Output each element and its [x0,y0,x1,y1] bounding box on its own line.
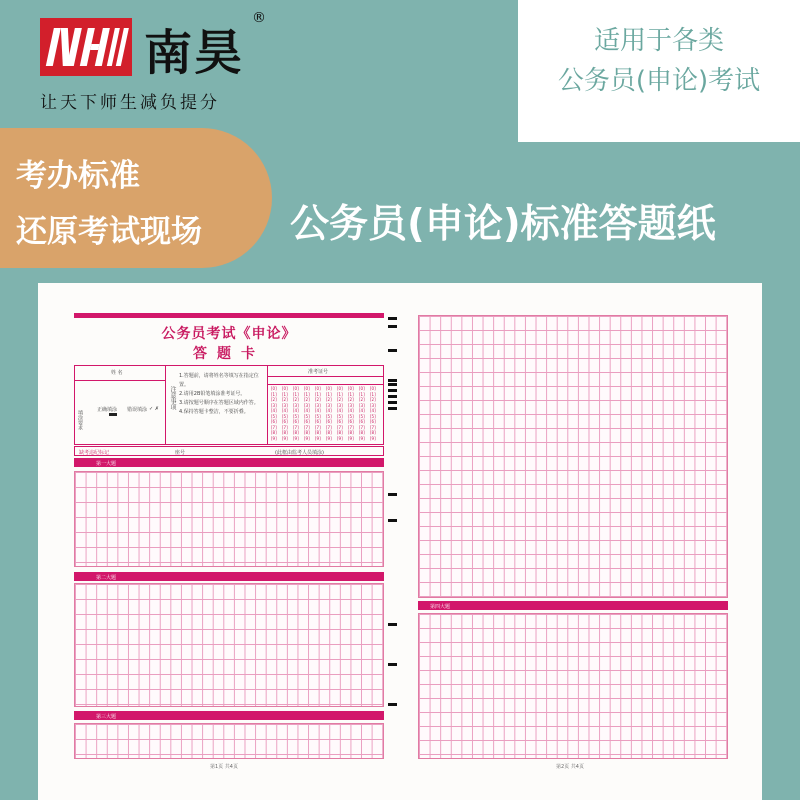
exam-id-bubble[interactable]: [6] [348,419,354,424]
sheet-title: 公务员考试《申论》 [161,326,297,342]
exam-id-bubble[interactable]: [1] [282,391,288,397]
section-3-label: 第三大题 [96,714,117,720]
section-3-bar [74,711,384,720]
timing-mark [388,703,397,706]
exam-id-bubble[interactable]: [1] [271,391,277,397]
exam-id-bubble[interactable]: [6] [271,419,277,424]
timing-mark [388,383,397,386]
exam-id-bubble[interactable]: [1] [315,391,321,397]
exam-id-bubble[interactable]: [9] [315,435,321,441]
exam-id-bubble[interactable]: [8] [304,430,310,435]
exam-id-bubble[interactable]: [7] [293,424,299,430]
exam-id-bubble[interactable]: [0] [304,386,310,391]
exam-id-bubble[interactable]: [4] [282,408,288,413]
exam-id-bubble[interactable]: [6] [304,419,310,424]
exam-id-bubble[interactable]: [5] [293,413,299,419]
exam-id-bubble[interactable]: [2] [359,397,365,402]
exam-id-bubble[interactable]: [1] [326,391,332,397]
exam-id-bubble[interactable]: [9] [282,435,288,441]
applicability-tag [518,0,800,142]
notes-label: 注意事项 [169,386,176,410]
exam-id-bubble[interactable]: [2] [348,397,354,402]
exam-id-bubble[interactable]: [5] [326,413,332,419]
section-2-label: 第二大题 [96,575,117,581]
exam-id-bubble[interactable]: [0] [337,386,343,391]
exam-id-bubble[interactable]: [1] [370,391,376,397]
exam-id-bubble[interactable]: [3] [370,402,376,408]
notes-list [179,372,263,417]
brand-slogan: 让天下师生减负提分 [40,93,220,113]
exam-id-bubble[interactable]: [9] [337,435,343,441]
absent-label: 缺考违纪标记 [79,450,110,456]
exam-id-bubble[interactable]: [6] [293,419,299,424]
pill-line-1: 考办标准 [16,158,140,194]
product-headline: 公务员(申论)标准答题纸 [290,202,716,247]
exam-id-bubble[interactable]: [3] [304,402,310,408]
exam-id-bubble[interactable]: [4] [359,408,365,413]
exam-id-bubble[interactable]: [8] [271,430,277,435]
fill-req-label: 填涂要求 [77,410,83,430]
registered-mark: ® [252,10,266,26]
exam-id-bubble[interactable]: [2] [326,397,332,402]
timing-mark [388,395,397,398]
exam-id-bubble[interactable]: [2] [304,397,310,402]
timing-mark [388,401,397,404]
exam-id-bubble[interactable]: [4] [293,408,299,413]
exam-id-bubble[interactable]: [4] [304,408,310,413]
answer-grid-5[interactable] [418,613,728,759]
timing-mark [388,317,397,320]
name-field [75,366,165,381]
exam-id-bubble[interactable]: [7] [282,424,288,430]
page-2-footer: 第2页 共4页 [556,764,584,770]
info-box [74,365,384,445]
exam-id-bubble[interactable]: [8] [337,430,343,435]
exam-id-bubble[interactable]: [4] [315,408,321,413]
exam-id-bubble[interactable]: [7] [337,424,343,430]
top-bar [74,313,384,318]
wrong-fill-label: 错误填涂 [127,407,148,413]
exam-id-bubble[interactable]: [8] [326,430,332,435]
exam-id-bubble[interactable]: [2] [271,397,277,402]
pill-line-2: 还原考试现场 [16,214,202,250]
exam-id-bubble[interactable]: [3] [359,402,365,408]
exam-id-bubble[interactable]: [9] [304,435,310,441]
exam-id-bubble[interactable]: [9] [326,435,332,441]
answer-grid-1[interactable] [74,471,384,567]
brand-name: 南昊 [144,25,245,81]
feature-pill [0,128,272,268]
timing-mark [388,519,397,522]
exam-id-bubble[interactable]: [4] [337,408,343,413]
exam-id-bubble[interactable]: [8] [348,430,354,435]
exam-id-bubble[interactable]: [8] [293,430,299,435]
exam-id-bubble[interactable]: [3] [293,402,299,408]
correct-fill-label: 正确填涂 [97,407,118,413]
absent-row [74,446,384,456]
exam-id-bubble[interactable]: [5] [337,413,343,419]
exam-id-bubble[interactable]: [3] [348,402,354,408]
brand-block [40,10,270,113]
exam-id-bubble[interactable]: [1] [304,391,310,397]
timing-mark [388,389,397,392]
timing-mark [388,349,397,352]
exam-id-bubble[interactable]: [7] [370,424,376,430]
exam-id-bubble[interactable]: [1] [359,391,365,397]
answer-sheet [38,283,762,800]
exam-id-bubble[interactable]: [0] [359,386,365,391]
timing-mark [388,623,397,626]
answer-grid-2[interactable] [74,583,384,707]
exam-id-bubble[interactable]: [0] [326,386,332,391]
exam-id-bubble[interactable]: [6] [315,419,321,424]
answer-grid-3[interactable] [74,723,384,759]
exam-id-bubble[interactable]: [3] [337,402,343,408]
tag-line-2: 公务员(申论)考试 [557,66,761,96]
page-1-footer: 第1页 共4页 [210,764,238,770]
exam-id-bubble[interactable]: [2] [293,397,299,402]
exam-id-bubble[interactable]: [0] [348,386,354,391]
exam-id-label: 准考证号 [308,369,329,375]
exam-id-bubble[interactable]: [7] [359,424,365,430]
exam-id-bubble[interactable]: [5] [315,413,321,419]
timing-mark [388,407,397,410]
divider [268,376,383,377]
exam-id-bubble[interactable]: [9] [359,435,365,441]
exam-id-bubble[interactable]: [8] [370,430,376,435]
exam-id-bubble[interactable]: [1] [293,391,299,397]
correct-fill-sample [109,413,117,416]
tag-line-1: 适用于各类 [593,26,724,56]
exam-id-bubble[interactable]: [6] [359,419,365,424]
exam-id-bubble[interactable]: [6] [370,419,376,424]
sheet-subtitle: 答题卡 [193,346,265,362]
exam-id-bubble[interactable]: [2] [315,397,321,402]
note-2: 2.请用2B铅笔填涂准考证号。 [179,391,246,397]
answer-grid-4[interactable] [418,315,728,598]
exam-id-bubble[interactable]: [6] [337,419,343,424]
exam-id-bubble[interactable]: [5] [359,413,365,419]
exam-id-bubble[interactable]: [5] [271,413,277,419]
exam-id-bubble[interactable]: [6] [326,419,332,424]
exam-id-bubble[interactable]: [9] [271,435,277,441]
section-2-bar [74,572,384,581]
fill-note: (此框由监考人员填涂) [275,450,324,456]
exam-id-bubble[interactable]: [0] [370,386,376,391]
exam-id-bubble[interactable]: [3] [282,402,288,408]
divider [268,384,383,385]
exam-id-bubble[interactable]: [0] [315,386,321,391]
seat-label: 座号 [175,450,186,456]
exam-id-bubble[interactable]: [7] [348,424,354,430]
exam-id-bubble[interactable]: [8] [315,430,321,435]
exam-id-bubble[interactable]: [5] [304,413,310,419]
section-4-label: 第四大题 [430,604,451,610]
timing-mark [388,663,397,666]
exam-id-bubble[interactable]: [7] [326,424,332,430]
exam-id-bubble[interactable]: [0] [282,386,288,391]
exam-id-bubble[interactable]: [9] [370,435,376,441]
wrong-fill-samples: ✓ ✗ [149,406,159,412]
timing-mark [388,493,397,496]
nhii-logo-glyphs [40,18,132,76]
note-3: 3.请按题号顺序在答题区域内作答。 [179,400,259,406]
exam-id-bubble[interactable]: [3] [315,402,321,408]
divider [165,366,166,444]
note-4: 4.保持答题卡整洁，不要折叠。 [179,409,249,415]
exam-id-bubble[interactable]: [1] [337,391,343,397]
exam-id-bubbles[interactable] [271,386,381,442]
exam-id-bubble[interactable]: [5] [282,413,288,419]
nhii-logo [40,18,132,76]
exam-id-bubble[interactable]: [1] [348,391,354,397]
exam-id-bubble[interactable]: [0] [293,386,299,391]
exam-id-block [268,366,383,444]
exam-id-bubble[interactable]: [9] [293,435,299,441]
section-4-bar [418,601,728,610]
exam-id-bubble[interactable]: [2] [282,397,288,402]
exam-id-bubble[interactable]: [7] [315,424,321,430]
exam-id-bubble[interactable]: [4] [348,408,354,413]
exam-id-bubble[interactable]: [2] [337,397,343,402]
exam-id-bubble[interactable]: [4] [271,408,277,413]
exam-id-bubble[interactable]: [4] [370,408,376,413]
exam-id-bubble[interactable]: [5] [370,413,376,419]
exam-id-bubble[interactable]: [7] [304,424,310,430]
exam-id-bubble[interactable]: [6] [282,419,288,424]
section-1-label: 第一大题 [96,461,117,467]
name-label: 姓 名 [111,370,123,376]
exam-id-bubble[interactable]: [8] [282,430,288,435]
timing-mark [388,379,397,382]
exam-id-bubble[interactable]: [4] [326,408,332,413]
exam-id-bubble[interactable]: [8] [359,430,365,435]
section-1-bar [74,458,384,467]
exam-id-bubble[interactable]: [5] [348,413,354,419]
exam-id-bubble[interactable]: [0] [271,386,277,391]
note-1: 1.答题前，请将姓名等填写在指定位置。 [179,373,259,388]
timing-mark [388,325,397,328]
exam-id-bubble[interactable]: [7] [271,424,277,430]
exam-id-bubble[interactable]: [3] [326,402,332,408]
exam-id-bubble[interactable]: [3] [271,402,277,408]
exam-id-bubble[interactable]: [9] [348,435,354,441]
exam-id-bubble[interactable]: [2] [370,397,376,402]
